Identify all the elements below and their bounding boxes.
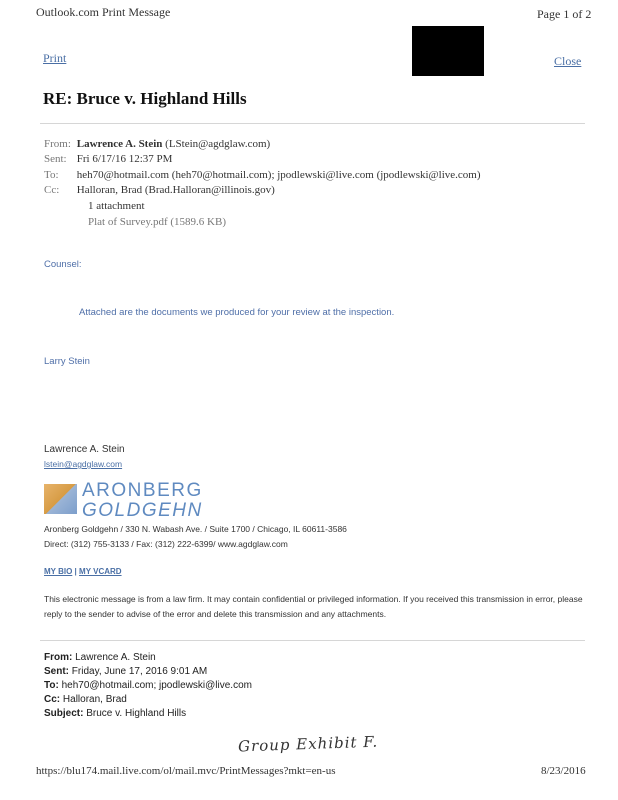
- cc-row: [44, 184, 275, 196]
- body-greeting: Counsel:: [44, 259, 82, 270]
- firm-address: Aronberg Goldgehn / 330 N. Wabash Ave. / Suite 1700 / Chicago, IL 60611-3586: [44, 524, 347, 534]
- my-vcard-link[interactable]: MY VCARD: [79, 567, 122, 576]
- attachment-count: 1 attachment: [88, 200, 145, 212]
- legal-disclaimer: This electronic message is from a law firm. It may contain confidential or privileged information. If you received this transmission in error, please reply to the sender to advise of the error and delete this transmission and any attachments.: [44, 594, 583, 619]
- subject-divider: [40, 123, 585, 124]
- orig-cc-row: Cc: Halloran, Brad: [44, 694, 127, 705]
- my-bio-link[interactable]: MY BIO: [44, 567, 73, 576]
- print-link[interactable]: Print: [43, 51, 67, 65]
- page-indicator: Page 1 of 2: [537, 7, 592, 21]
- from-label: From:: [44, 138, 71, 150]
- firm-logo-icon: [44, 484, 77, 514]
- orig-sent-row: Sent: Friday, June 17, 2016 9:01 AM: [44, 666, 208, 677]
- handwritten-exhibit-label: Group Exhibit F.: [237, 732, 379, 756]
- signature-email-link[interactable]: lstein@agdglaw.com: [44, 459, 123, 469]
- firm-name-line1: ARONBERG: [82, 480, 203, 501]
- cc-value: Halloran, Brad (Brad.Halloran@illinois.gov): [76, 184, 275, 196]
- firm-logo-text: [82, 481, 203, 521]
- sent-label: Sent:: [44, 153, 67, 165]
- orig-to-row: To: heh70@hotmail.com; jpodlewski@live.com: [44, 680, 252, 691]
- link-separator: |: [74, 567, 77, 576]
- sent-value: Fri 6/17/16 12:37 PM: [76, 153, 173, 165]
- from-name: Lawrence A. Stein: [76, 138, 163, 150]
- redaction-block: [412, 26, 484, 76]
- firm-contact: Direct: (312) 755-3133 / Fax: (312) 222-6399/ www.agdglaw.com: [44, 539, 288, 549]
- sent-row: [44, 153, 172, 165]
- from-email: (LStein@agdglaw.com): [165, 138, 271, 150]
- body-text: Attached are the documents we produced for your review at the inspection.: [79, 307, 395, 318]
- to-value: heh70@hotmail.com (heh70@hotmail.com); jpodlewski@live.com (jpodlewski@live.com): [76, 169, 481, 181]
- from-row: [44, 138, 270, 150]
- attachment-link[interactable]: Plat of Survey.pdf (1589.6 KB): [88, 216, 226, 228]
- message-subject: RE: Bruce v. Highland Hills: [43, 89, 247, 108]
- profile-links: [44, 567, 122, 576]
- original-message-divider: [40, 640, 585, 641]
- original-message: [44, 651, 252, 721]
- footer-url: https://blu174.mail.live.com/ol/mail.mvc/PrintMessages?mkt=en-us: [36, 765, 336, 777]
- to-row: [44, 169, 481, 181]
- close-link[interactable]: Close: [554, 54, 582, 68]
- firm-name-line2: GOLDGEHN: [82, 500, 203, 521]
- orig-subject-row: Subject: Bruce v. Highland Hills: [44, 708, 187, 719]
- body-signoff: Larry Stein: [44, 356, 90, 367]
- signature-name: Lawrence A. Stein: [44, 444, 125, 455]
- footer-date: 8/23/2016: [541, 765, 586, 777]
- orig-from-row: From: Lawrence A. Stein: [44, 652, 156, 663]
- cc-label: Cc:: [44, 184, 60, 196]
- window-title: Outlook.com Print Message: [36, 5, 171, 19]
- to-label: To:: [44, 169, 59, 181]
